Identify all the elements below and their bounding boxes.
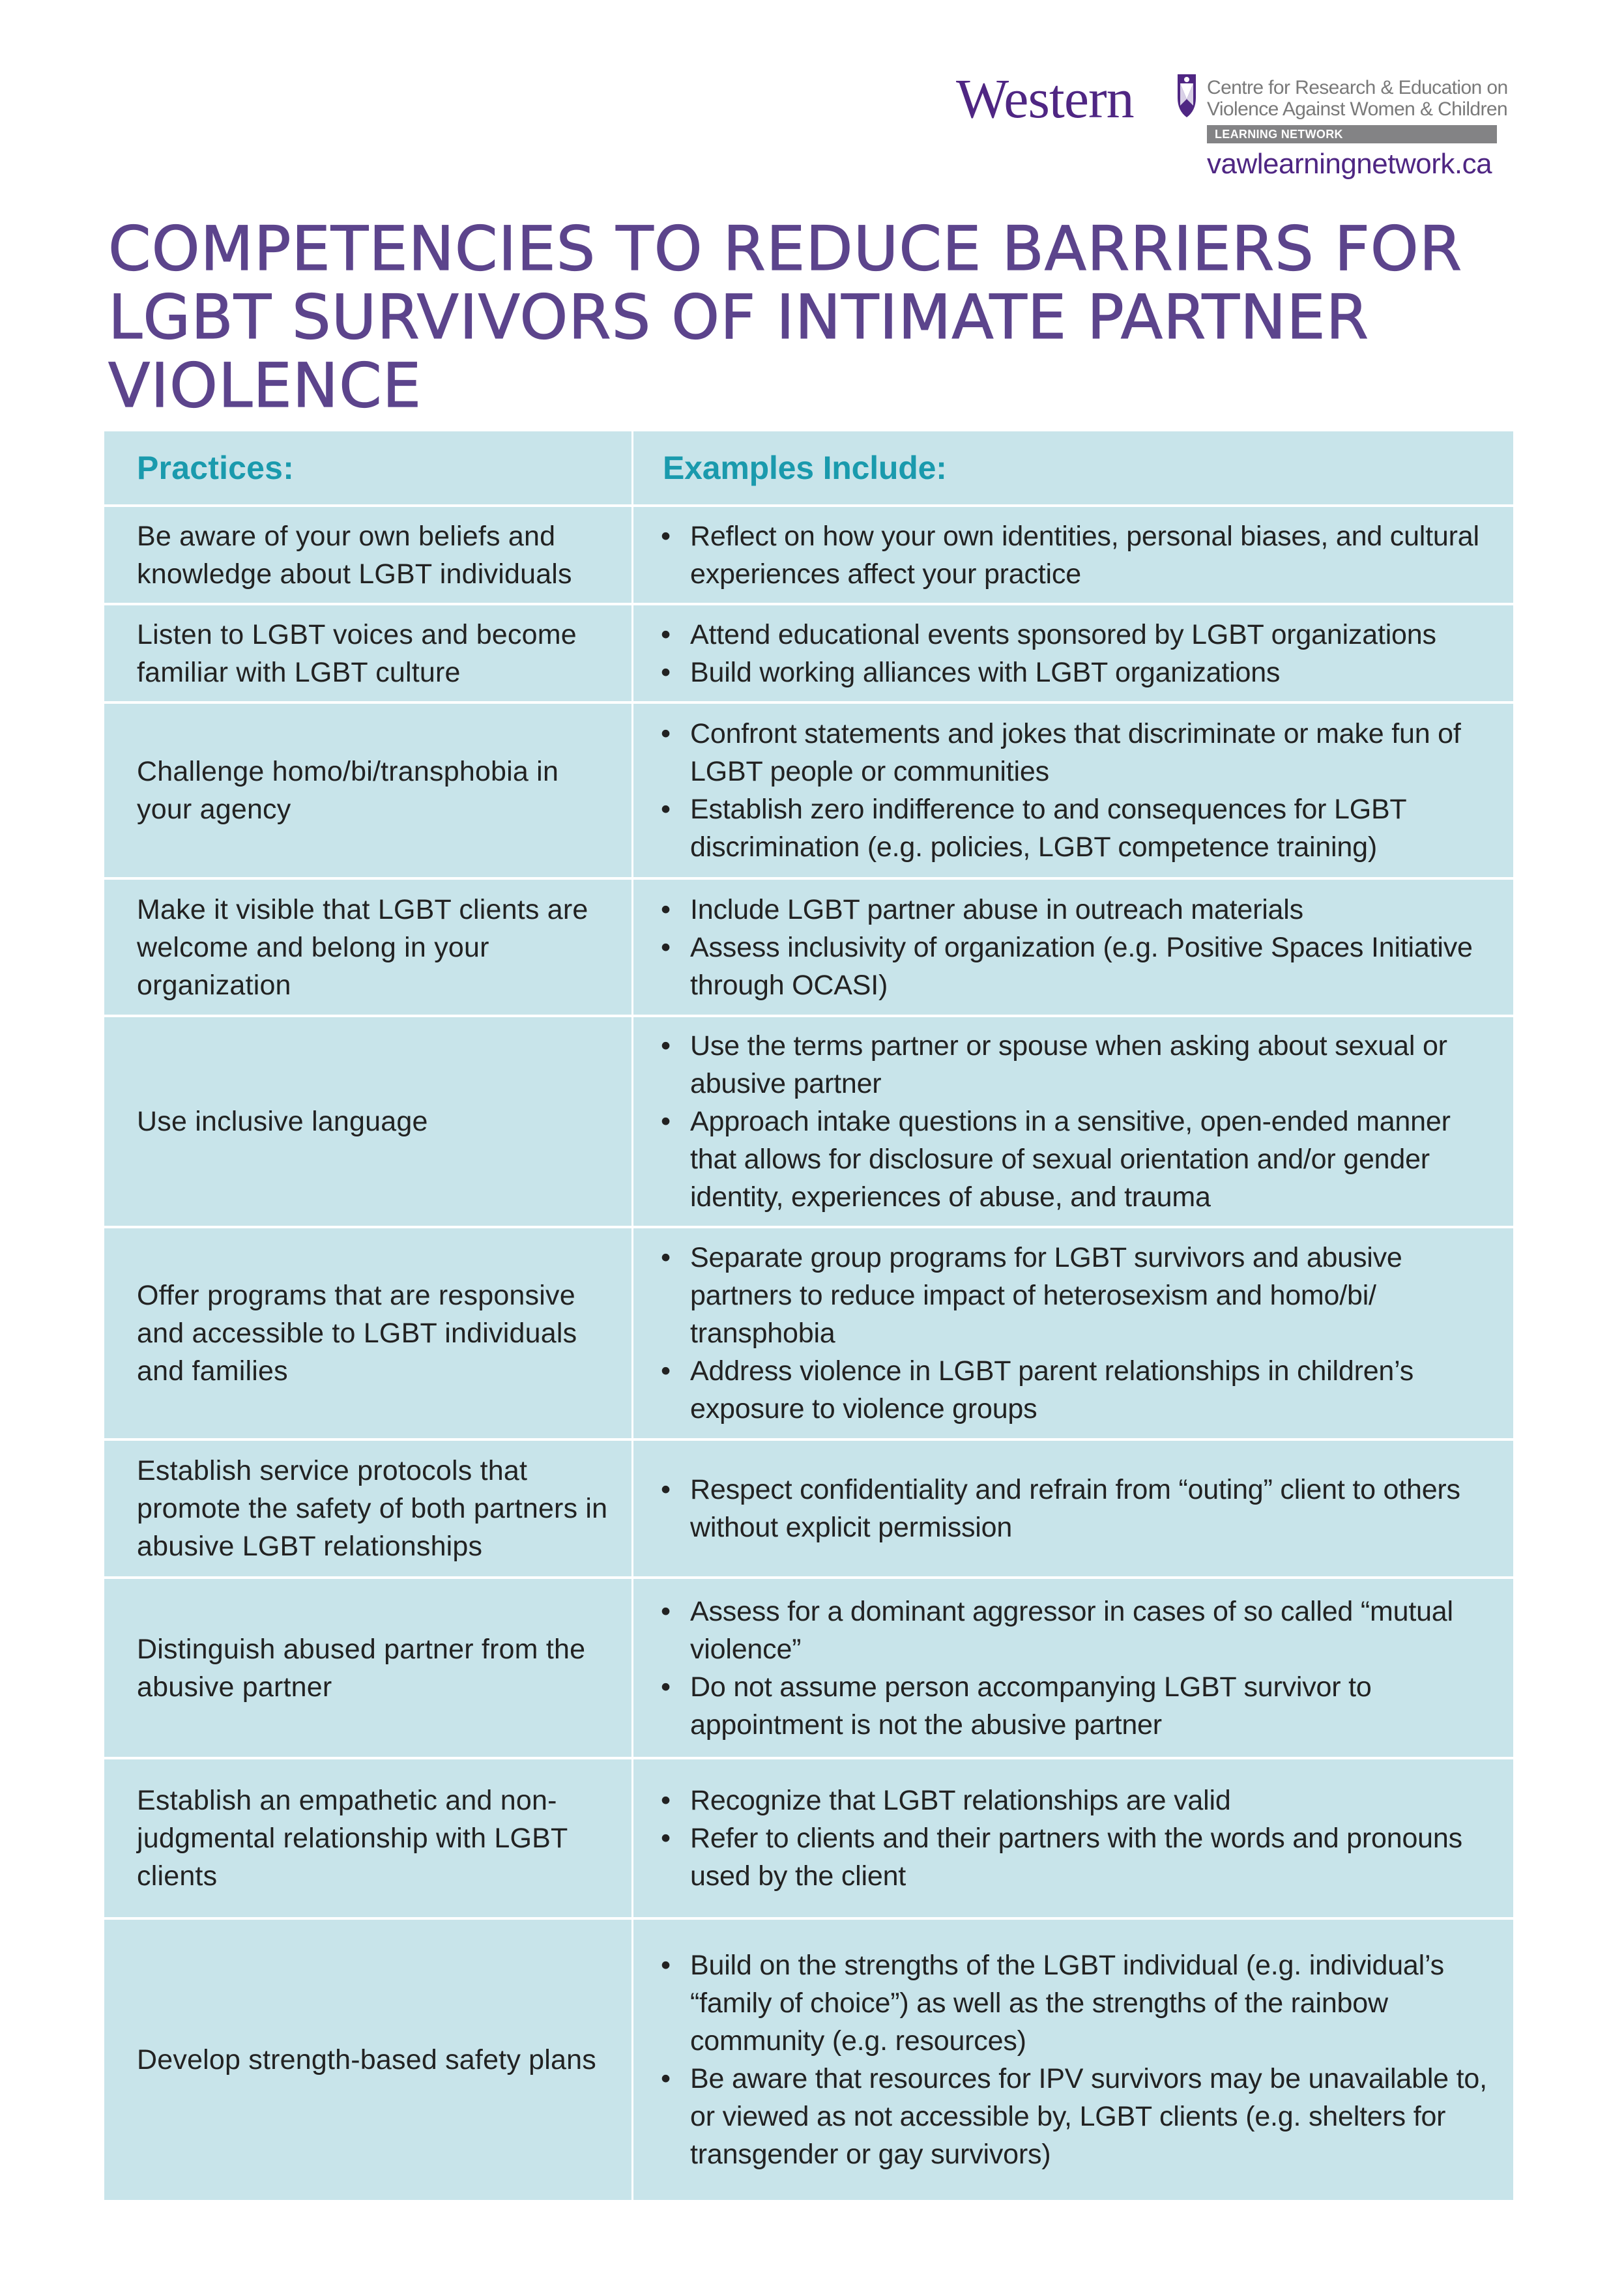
example-item: • Build on the strengths of the LGBT individual (e.g. individual’s “family of choice”) as well as the strengths of the rainbow community (e.g. resources) <box>653 1946 1500 2060</box>
practice-cell: Establish service protocols that promote the safety of both partners in abusive LGBT relationships <box>104 1441 633 1576</box>
practice-cell: Use inclusive language <box>104 1017 633 1226</box>
table-row <box>104 1920 1513 2200</box>
example-item: • Separate group programs for LGBT survivors and abusive partners to reduce impact of heterosexism and homo/bi/ transphobia <box>653 1239 1500 1352</box>
table-row <box>104 605 1513 704</box>
column-header-examples: Examples Include: <box>663 450 947 486</box>
example-item: • Confront statements and jokes that discriminate or make fun of LGBT people or communities <box>653 715 1500 790</box>
example-item: • Build working alliances with LGBT organizations <box>653 654 1500 691</box>
table-header-row <box>104 431 1513 507</box>
learning-network-bar: LEARNING NETWORK <box>1207 125 1497 143</box>
example-item: • Address violence in LGBT parent relationships in children’s exposure to violence groups <box>653 1352 1500 1428</box>
examples-cell <box>633 880 1513 1015</box>
practice-cell: Establish an empathetic and non-judgmental relationship with LGBT clients <box>104 1759 633 1917</box>
examples-cell <box>633 1759 1513 1917</box>
practice-cell: Be aware of your own beliefs and knowledge about LGBT individuals <box>104 507 633 603</box>
table-row <box>104 1228 1513 1441</box>
practice-cell: Make it visible that LGBT clients are welcome and belong in your organization <box>104 880 633 1015</box>
examples-cell <box>633 1579 1513 1757</box>
page-title: COMPETENCIES TO REDUCE BARRIERS FOR LGBT SURVIVORS OF INTIMATE PARTNER VIOLENCE <box>108 214 1463 422</box>
example-item: • Attend educational events sponsored by LGBT organizations <box>653 616 1500 654</box>
example-item: • Be aware that resources for IPV survivors may be unavailable to, or viewed as not accessible by, LGBT clients (e.g. shelters for transgender or gay survivors) <box>653 2060 1500 2173</box>
column-header-practices: Practices: <box>104 431 633 504</box>
practice-cell: Distinguish abused partner from the abusive partner <box>104 1579 633 1757</box>
example-item: • Establish zero indifference to and consequences for LGBT discrimination (e.g. policies, LGBT competence training) <box>653 790 1500 866</box>
example-item: • Reflect on how your own identities, personal biases, and cultural experiences affect your practice <box>653 517 1500 593</box>
table-row <box>104 1441 1513 1579</box>
examples-cell <box>633 704 1513 877</box>
example-item: • Assess for a dominant aggressor in cases of so called “mutual violence” <box>653 1593 1500 1668</box>
example-item: • Include LGBT partner abuse in outreach materials <box>653 891 1500 929</box>
table-row <box>104 507 1513 605</box>
examples-cell <box>633 1920 1513 2200</box>
example-item: • Recognize that LGBT relationships are valid <box>653 1782 1500 1819</box>
centre-name-line1: Centre for Research & Education on <box>1207 77 1508 98</box>
example-item: • Respect confidentiality and refrain from “outing” client to others without explicit permission <box>653 1471 1500 1546</box>
examples-cell <box>633 1017 1513 1226</box>
examples-cell <box>633 1441 1513 1576</box>
example-item: • Approach intake questions in a sensitive, open-ended manner that allows for disclosure of sexual orientation and/or gender identity, experiences of abuse, and trauma <box>653 1103 1500 1216</box>
example-item: • Use the terms partner or spouse when asking about sexual or abusive partner <box>653 1027 1500 1103</box>
examples-cell <box>633 605 1513 701</box>
table-row <box>104 880 1513 1017</box>
western-crest-icon <box>1176 73 1197 119</box>
examples-cell <box>633 507 1513 603</box>
organization-logo <box>956 67 1508 188</box>
table-row <box>104 704 1513 880</box>
practice-cell: Listen to LGBT voices and become familiar with LGBT culture <box>104 605 633 701</box>
examples-cell <box>633 1228 1513 1438</box>
table-row <box>104 1759 1513 1920</box>
centre-name <box>1207 77 1508 120</box>
example-item: • Assess inclusivity of organization (e.g. Positive Spaces Initiative through OCASI) <box>653 929 1500 1004</box>
practice-cell: Develop strength-based safety plans <box>104 1920 633 2200</box>
example-item: • Refer to clients and their partners with the words and pronouns used by the client <box>653 1819 1500 1895</box>
table-row <box>104 1017 1513 1228</box>
centre-name-line2: Violence Against Women & Children <box>1207 98 1508 120</box>
practice-cell: Offer programs that are responsive and accessible to LGBT individuals and families <box>104 1228 633 1438</box>
practice-cell: Challenge homo/bi/transphobia in your agency <box>104 704 633 877</box>
table-row <box>104 1579 1513 1759</box>
example-item: • Do not assume person accompanying LGBT survivor to appointment is not the abusive partner <box>653 1668 1500 1744</box>
website-link[interactable]: vawlearningnetwork.ca <box>1207 148 1492 180</box>
competencies-table <box>104 431 1513 2200</box>
western-wordmark: Western <box>956 67 1134 130</box>
